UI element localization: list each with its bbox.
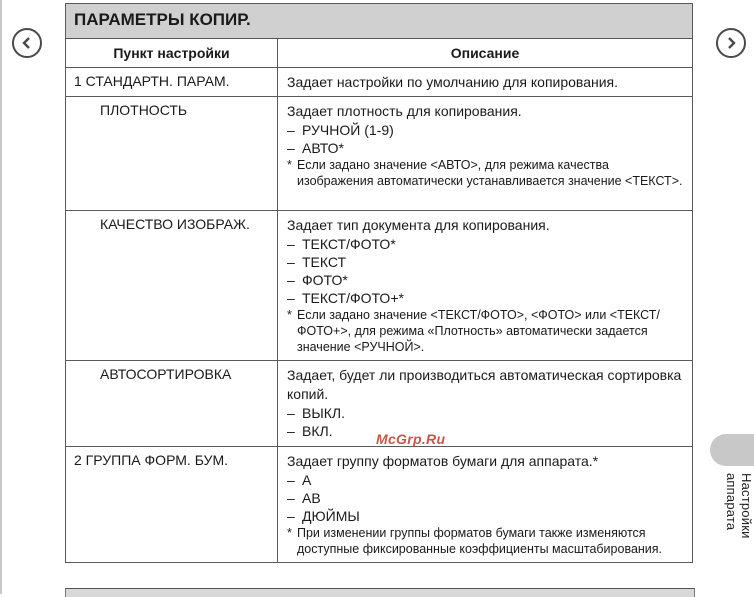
option-item: – ФОТО* [287, 272, 348, 288]
option-item: – ТЕКСТ/ФОТО* [287, 236, 396, 252]
option-item: – ВКЛ. [287, 423, 333, 439]
option-item: – ВЫКЛ. [287, 405, 345, 421]
option-item: – РУЧНОЙ (1-9) [287, 122, 394, 138]
setting-description [278, 211, 693, 361]
copy-settings-table [65, 3, 693, 563]
next-page-button[interactable] [716, 28, 746, 58]
previous-page-button[interactable] [12, 28, 42, 58]
description-text: Задает, будет ли производиться автоматическая сортировка копий. [287, 367, 682, 402]
footnote: * При изменении группы форматов бумаги также изменяются доступные фиксированные коэффициенты масштабирования. [287, 526, 663, 556]
setting-description [278, 68, 693, 97]
option-item: – А [287, 472, 312, 488]
setting-item: 2 ГРУППА ФОРМ. БУМ. [66, 447, 278, 563]
setting-item: АВТОСОРТИРОВКА [66, 361, 278, 447]
description-text: Задает настройки по умолчанию для копирования. [287, 74, 619, 90]
setting-description [278, 361, 693, 447]
setting-item: КАЧЕСТВО ИЗОБРАЖ. [66, 211, 278, 361]
footnote: * Если задано значение <ТЕКСТ/ФОТО>, <ФОТО> или <ТЕКСТ/ФОТО+>, для режима «Плотность» автоматически задается значение <РУЧНОЙ>. [287, 308, 660, 354]
table-row [66, 447, 693, 563]
column-header-description: Описание [278, 39, 693, 68]
setting-item: 1 СТАНДАРТН. ПАРАМ. [66, 68, 278, 97]
table-row [66, 68, 693, 97]
description-text: Задает плотность для копирования. [287, 103, 522, 119]
setting-item: ПЛОТНОСТЬ [66, 97, 278, 211]
next-table-edge [65, 588, 695, 597]
option-item: – ДЮЙМЫ [287, 508, 360, 524]
description-text: Задает группу форматов бумаги для аппарата.* [287, 453, 599, 469]
table-title: ПАРАМЕТРЫ КОПИР. [66, 4, 693, 39]
section-tab[interactable] [710, 434, 754, 466]
option-item: – АВ [287, 490, 321, 506]
watermark: McGrp.Ru [376, 431, 446, 447]
option-item: – АВТО* [287, 140, 344, 156]
option-item: – ТЕКСТ [287, 254, 347, 270]
chevron-left-icon [20, 36, 34, 50]
section-tab-label: Настройки аппарата [724, 473, 754, 539]
page-left-border [0, 0, 2, 594]
setting-description [278, 97, 693, 211]
table-row [66, 97, 693, 211]
column-header-item: Пункт настройки [66, 39, 278, 68]
option-item: – ТЕКСТ/ФОТО+* [287, 290, 404, 306]
description-text: Задает тип документа для копирования. [287, 217, 550, 233]
table-row [66, 211, 693, 361]
chevron-right-icon [724, 36, 738, 50]
footnote: * Если задано значение <АВТО>, для режима качества изображения автоматически устанавливается значение <ТЕКСТ>. [287, 158, 683, 188]
setting-description [278, 447, 693, 563]
